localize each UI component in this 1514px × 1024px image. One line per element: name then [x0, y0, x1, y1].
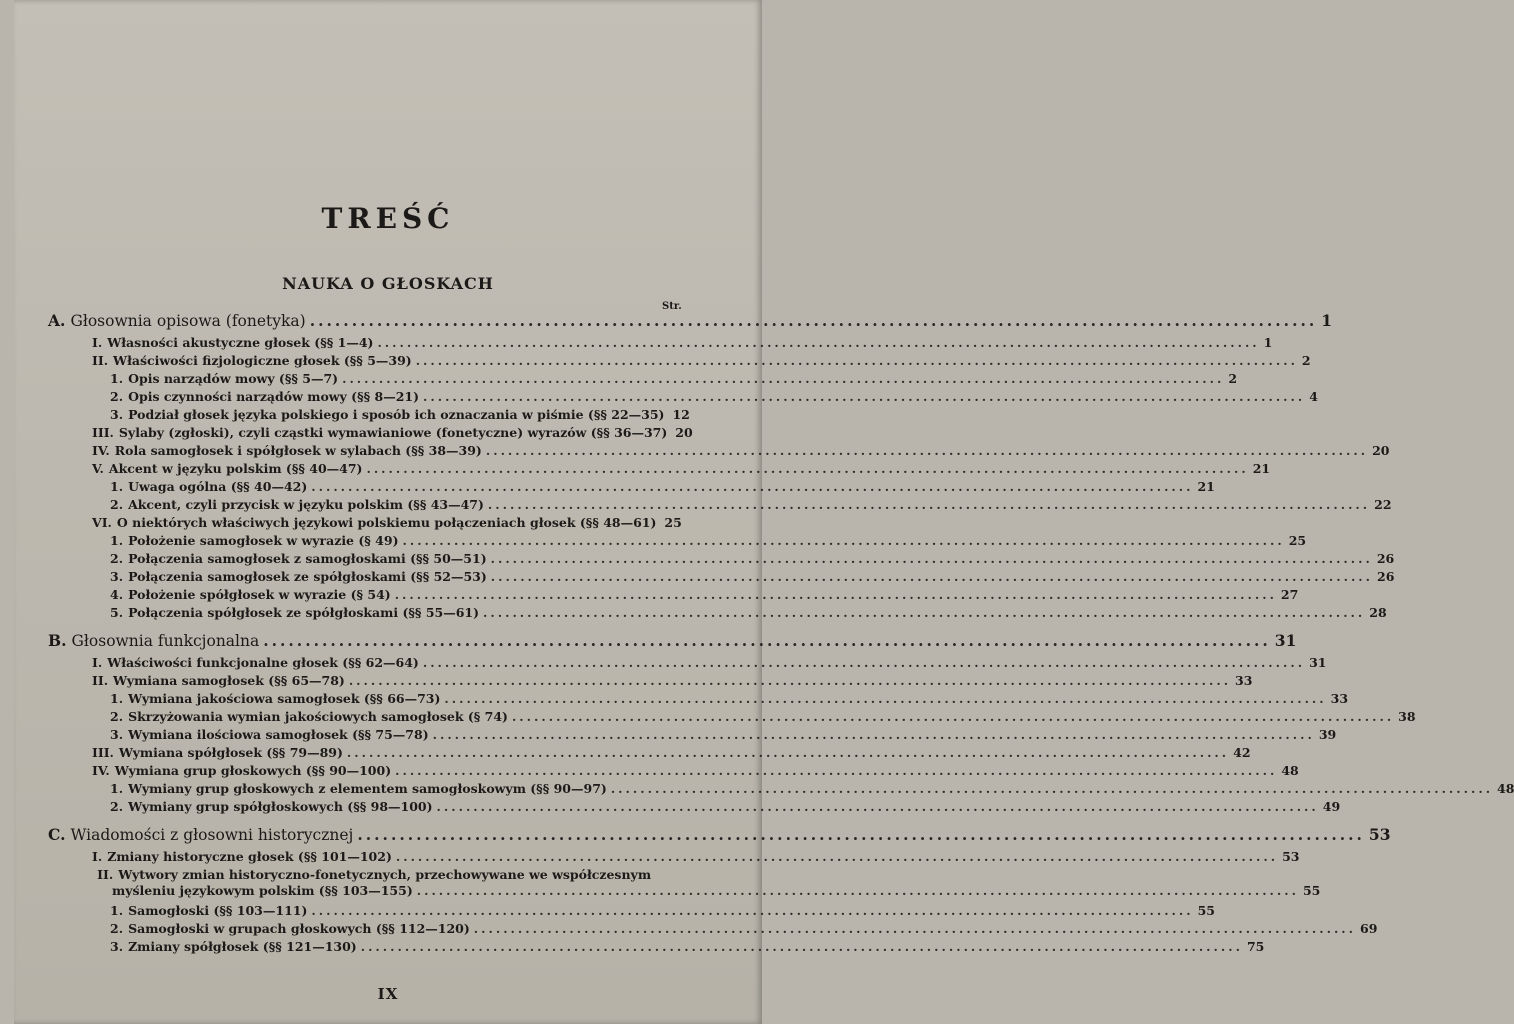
toc-entry-page: 39	[1318, 727, 1337, 742]
toc-entry	[110, 798, 1341, 815]
toc-entry-label: Opis czynności narządów mowy (§§ 8—21)	[128, 389, 420, 404]
dot-leader: ........................................................................................................................	[263, 631, 1271, 650]
toc-entry-page: 21	[1197, 479, 1215, 494]
toc-entry-number: A.	[48, 311, 66, 330]
toc-entry	[92, 334, 1273, 351]
toc-entry-label: Akcent w języku polskim (§§ 40—47)	[108, 461, 363, 476]
toc-entry-number: 2.	[110, 799, 124, 814]
toc-entry	[110, 406, 690, 423]
dot-leader: ........................................................................................................................	[311, 903, 1194, 918]
toc-entry-number: 5.	[110, 605, 124, 620]
dot-leader: ........................................................................................................................	[311, 479, 1194, 494]
dot-leader: ........................................................................................................................	[473, 921, 1357, 936]
toc-entry-number: IV.	[92, 443, 110, 458]
toc-entry-number: 2.	[110, 921, 124, 936]
page-number-footer: IX	[377, 985, 399, 1003]
dot-leader: ........................................................................................................................	[366, 461, 1249, 476]
dot-leader: ........................................................................................................................	[485, 443, 1369, 458]
toc-entry	[110, 604, 1387, 621]
toc-section	[48, 631, 1297, 650]
toc-entry-number: V.	[92, 461, 104, 476]
toc-entry-number: 1.	[110, 781, 124, 796]
toc-entry-number: II.	[97, 867, 114, 882]
toc-entry-number: 1.	[110, 371, 124, 386]
toc-entry	[92, 654, 1327, 671]
toc-entry-page: 55	[1197, 903, 1216, 918]
toc-entry-number: 3.	[110, 407, 124, 422]
toc-entry	[110, 780, 1514, 797]
dot-leader: ........................................................................................................................	[377, 335, 1260, 350]
toc-entry-label: Wiadomości z głosowni historycznej	[70, 826, 354, 844]
dot-leader: ........................................................................................................................	[346, 745, 1230, 760]
toc-entry-number: C.	[48, 825, 66, 844]
toc-entry-page: 53	[1368, 825, 1391, 844]
toc-entry-page: 31	[1309, 655, 1327, 670]
dot-leader: ........................................................................................................................	[511, 709, 1395, 724]
toc-entry-page: 75	[1246, 939, 1265, 954]
toc-entry	[92, 848, 1300, 865]
dot-leader: ........................................................................................................................	[610, 781, 1494, 796]
toc-entry-page: 2	[1228, 371, 1238, 386]
toc-entry-page: 27	[1280, 587, 1299, 602]
toc-entry-number: 1.	[110, 691, 124, 706]
toc-entry-label: Wymiany grup głoskowych z elementem samogłoskowym (§§ 90—97)	[128, 781, 607, 796]
toc-entry-label: Położenie spółgłosek w wyrazie (§ 54)	[128, 587, 391, 602]
toc-entry-page: 26	[1376, 551, 1395, 566]
toc-entry	[110, 550, 1395, 567]
toc-entry-label: Zmiany historyczne głosek (§§ 101—102)	[107, 849, 392, 864]
toc-entry	[110, 388, 1318, 405]
dot-leader: ........................................................................................................................	[395, 849, 1279, 864]
dot-leader: ........................................................................................................................	[402, 533, 1285, 548]
toc-entry-page: 4	[1309, 389, 1318, 404]
toc-entry-page: 21	[1252, 461, 1271, 476]
toc-entry-number: IV.	[92, 763, 110, 778]
toc-entry-label: Wymiany grup spółgłoskowych (§§ 98—100)	[128, 799, 433, 814]
toc-entry-number: 3.	[110, 569, 124, 584]
dot-leader: ........................................................................................................................	[357, 825, 1365, 844]
toc-entry	[110, 726, 1337, 743]
toc-entry-label: Połączenia samogłosek z samogłoskami (§§ 50—51)	[128, 551, 487, 566]
dot-leader: ........................................................................................................................	[490, 551, 1373, 566]
toc-entry-number: III.	[92, 425, 114, 440]
toc-entry-label: Połączenia samogłosek ze spółgłoskami (§§ 52—53)	[128, 569, 487, 584]
dot-leader: ........................................................................................................................	[490, 569, 1374, 584]
toc-entry-number: I.	[92, 655, 103, 670]
toc-entry-page: 48	[1497, 781, 1514, 796]
toc-entry-page: 12	[672, 407, 690, 422]
toc-entry-number: 2.	[110, 389, 124, 404]
toc-entry-number: III.	[92, 745, 114, 760]
toc-entry	[112, 882, 1321, 899]
toc-entry-label: Wytwory zmian historyczno-fonetycznych, przechowywane we współczesnym	[118, 867, 652, 882]
toc-entry-label: Skrzyżowania wymian jakościowych samogłosek (§ 74)	[128, 709, 508, 724]
toc-entry-label: Akcent, czyli przycisk w języku polskim (§§ 43—47)	[128, 497, 484, 512]
dot-leader: ........................................................................................................................	[395, 763, 1278, 778]
toc-entry-number: B.	[48, 631, 67, 650]
toc-entry-number: VI.	[92, 515, 112, 530]
section-subtitle: NAUKA O GŁOSKACH	[282, 274, 494, 293]
toc-entry	[92, 866, 668, 883]
toc-entry	[92, 514, 682, 531]
dot-leader: ........................................................................................................................	[444, 691, 1327, 706]
page-column-label: Str.	[662, 301, 682, 312]
toc-entry-page: 25	[1288, 533, 1307, 548]
toc-entry	[92, 744, 1251, 761]
dot-leader: ........................................................................................................................	[483, 605, 1366, 620]
toc-entry-label: Właściwości funkcjonalne głosek (§§ 62—64)	[107, 655, 419, 670]
toc-entry-label: Wymiana ilościowa samogłosek (§§ 75—78)	[128, 727, 429, 742]
page-title: TREŚĆ	[321, 202, 455, 235]
toc-entry-page: 48	[1281, 763, 1299, 778]
toc-entry-page: 2	[1301, 353, 1311, 368]
dot-leader: ........................................................................................................................	[348, 673, 1232, 688]
toc-entry-page: 1	[1321, 311, 1333, 330]
toc-entry	[92, 460, 1271, 477]
toc-entry	[110, 478, 1215, 495]
toc-entry-page: 22	[1374, 497, 1392, 512]
toc-entry-number: 3.	[110, 939, 124, 954]
toc-entry-number: II.	[92, 353, 109, 368]
toc-entry-number: 1.	[110, 479, 124, 494]
toc-entry-page: 33	[1330, 691, 1349, 706]
toc-entry-page: 49	[1322, 799, 1341, 814]
toc-entry-number: 1.	[110, 533, 124, 548]
toc-entry-label: Wymiana grup głoskowych (§§ 90—100)	[114, 763, 392, 778]
toc-entry-page: 42	[1233, 745, 1251, 760]
dot-leader: ........................................................................................................................	[423, 389, 1306, 404]
toc-entry-number: 2.	[110, 497, 124, 512]
toc-entry-page: 1	[1263, 335, 1273, 350]
toc-entry	[110, 920, 1378, 937]
dot-leader: ........................................................................................................................	[415, 353, 1298, 368]
toc-entry-page: 20	[675, 425, 693, 440]
toc-entry-number: 4.	[110, 587, 124, 602]
toc-entry-page: 20	[1372, 443, 1390, 458]
toc-entry-number: I.	[92, 849, 103, 864]
toc-entry-label: Głosownia funkcjonalna	[71, 632, 260, 650]
toc-entry-page: 33	[1235, 673, 1253, 688]
toc-entry-number: I.	[92, 335, 103, 350]
toc-entry-page: 26	[1377, 569, 1395, 584]
toc-entry	[92, 424, 693, 441]
dot-leader: ........................................................................................................................	[360, 939, 1243, 954]
dot-leader: ........................................................................................................................	[309, 311, 1318, 330]
toc-entry	[110, 532, 1307, 549]
toc-entry-label: Samogłoski w grupach głoskowych (§§ 112—120)	[128, 921, 470, 936]
dot-leader: ........................................................................................................................	[436, 799, 1319, 814]
toc-entry-label: Wymiana jakościowa samogłosek (§§ 66—73)	[128, 691, 441, 706]
toc-entry-label: Samogłoski (§§ 103—111)	[128, 903, 308, 918]
toc-entry-label: Głosownia opisowa (fonetyka)	[70, 312, 306, 330]
toc-entry-page: 69	[1360, 921, 1378, 936]
dot-leader: ........................................................................................................................	[416, 883, 1299, 898]
toc-entry-label: Opis narządów mowy (§§ 5—7)	[128, 371, 339, 386]
toc-entry-page: 31	[1274, 631, 1297, 650]
toc-entry	[110, 690, 1349, 707]
toc-entry	[92, 672, 1253, 689]
toc-entry-label: myśleniu językowym polskim (§§ 103—155)	[112, 883, 413, 898]
toc-entry-page: 53	[1282, 849, 1300, 864]
toc-entry-label: Sylaby (zgłoski), czyli cząstki wymawianiowe (fonetyczne) wyrazów (§§ 36—37)	[118, 425, 668, 440]
toc-section	[48, 311, 1333, 330]
toc-entry	[110, 370, 1238, 387]
toc-entry	[110, 708, 1416, 725]
toc-entry-label: Połączenia spółgłosek ze spółgłoskami (§§ 55—61)	[128, 605, 480, 620]
toc-entry-page: 38	[1398, 709, 1416, 724]
toc-entry-number: 2.	[110, 551, 124, 566]
toc-entry	[110, 902, 1216, 919]
dot-leader: ........................................................................................................................	[342, 371, 1225, 386]
toc-entry	[92, 762, 1299, 779]
toc-entry	[110, 496, 1392, 513]
toc-entry-label: Uwaga ogólna (§§ 40—42)	[128, 479, 308, 494]
toc-entry-label: Położenie samogłosek w wyrazie (§ 49)	[128, 533, 399, 548]
toc-entry-label: Wymiana spółgłosek (§§ 79—89)	[118, 745, 343, 760]
toc-entry-label: Podział głosek języka polskiego i sposób ich oznaczania w piśmie (§§ 22—35)	[128, 407, 665, 422]
book-page	[14, 0, 1514, 1024]
toc-entry-label: Własności akustyczne głosek (§§ 1—4)	[107, 335, 374, 350]
toc-entry-label: Zmiany spółgłosek (§§ 121—130)	[128, 939, 357, 954]
dot-leader: ........................................................................................................................	[487, 497, 1371, 512]
toc-entry-number: 1.	[110, 903, 124, 918]
toc-entry-page: 28	[1369, 605, 1387, 620]
toc-entry-number: 3.	[110, 727, 124, 742]
toc-entry	[92, 442, 1390, 459]
toc-entry	[110, 938, 1265, 955]
toc-section	[48, 825, 1391, 844]
toc-entry-page: 25	[664, 515, 682, 530]
toc-entry-label: Właściwości fizjologiczne głosek (§§ 5—39)	[113, 353, 412, 368]
toc-entry-label: Wymiana samogłosek (§§ 65—78)	[113, 673, 345, 688]
dot-leader: ........................................................................................................................	[394, 587, 1277, 602]
toc-entry	[92, 352, 1311, 369]
toc-entry	[110, 568, 1395, 585]
toc-entry-label: O niektórych właściwych językowi polskiemu połączeniach głosek (§§ 48—61)	[116, 515, 657, 530]
dot-leader: ........................................................................................................................	[432, 727, 1315, 742]
toc-entry	[110, 586, 1299, 603]
toc-entry-label: Rola samogłosek i spółgłosek w sylabach (§§ 38—39)	[114, 443, 482, 458]
toc-entry-number: 2.	[110, 709, 124, 724]
toc-entry-number: II.	[92, 673, 109, 688]
toc-entry-page: 55	[1302, 883, 1321, 898]
dot-leader: ........................................................................................................................	[422, 655, 1306, 670]
